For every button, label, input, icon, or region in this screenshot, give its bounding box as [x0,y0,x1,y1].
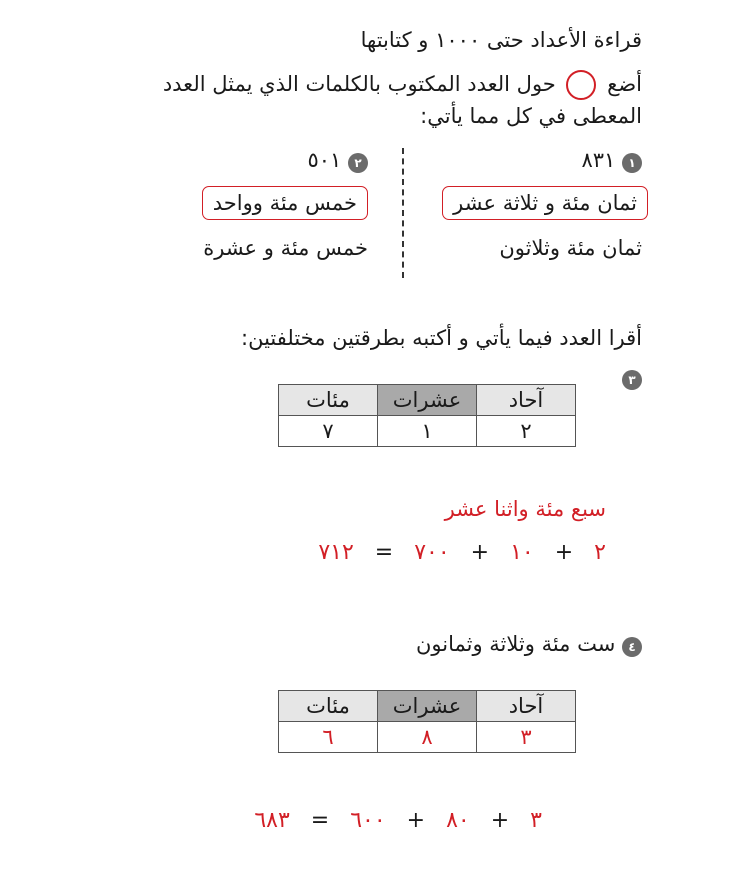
q4-header-ones: آحاد [477,691,576,722]
q4-header-tens: عشرات [378,691,477,722]
q4-words-row [416,632,642,657]
q4-header-hundreds: مئات [279,691,378,722]
instruction-line-1 [163,70,642,100]
q4-words: ست مئة وثلاثة وثمانون [415,632,616,656]
q4-place-value-table [278,690,576,753]
q3-plus-1: + [554,540,574,565]
q1-option-selected[interactable]: ثمان مئة و ثلاثة عشر [442,186,648,220]
q4-result: ٦٨٣ [254,808,290,833]
q3-plus-2: + [470,540,490,565]
q1-number-row [581,148,642,173]
q4-equals: = [310,808,330,833]
q4-term-ones: ٣ [530,808,542,833]
q4-equation [254,808,542,833]
q3-equation [318,540,606,565]
q4-plus-2: + [406,808,426,833]
q3-badge: ٣ [622,370,642,390]
q3-term-hundreds: ٧٠٠ [414,540,450,565]
dashed-divider [402,148,404,278]
q4-term-tens: ٨٠ [446,808,470,833]
q3-value-hundreds: ٧ [279,416,378,447]
q3-header-hundreds: مئات [279,385,378,416]
q3-term-tens: ١٠ [510,540,534,565]
q4-value-tens: ٨ [378,722,477,753]
q3-header-ones: آحاد [477,385,576,416]
q3-result: ٧١٢ [318,540,354,565]
q1-badge: ١ [622,153,642,173]
q2-number-row [307,148,368,173]
q4-value-ones: ٣ [477,722,576,753]
q2-number: ٥٠١ [307,148,342,172]
q4-value-hundreds: ٦ [279,722,378,753]
q3-words-answer: سبع مئة واثنا عشر [444,497,606,521]
q3-place-value-table [278,384,576,447]
q4-term-hundreds: ٦٠٠ [350,808,386,833]
q4-plus-1: + [490,808,510,833]
q1-option-other[interactable]: ثمان مئة وثلاثون [499,236,642,260]
section2-title: أقرا العدد فيما يأتي و أكتبه بطرقتين مختلفتين: [241,326,642,350]
q3-header-tens: عشرات [378,385,477,416]
instruction-line-2: المعطى في كل مما يأتي: [420,104,642,128]
q2-badge: ٢ [348,153,368,173]
q3-value-ones: ٢ [477,416,576,447]
q3-equals: = [374,540,394,565]
q1-number: ٨٣١ [581,148,616,172]
circle-icon [566,70,596,100]
q2-option-selected[interactable]: خمس مئة وواحد [202,186,368,220]
instruction-part-1: أضع [607,72,642,96]
instruction-part-2: حول العدد المكتوب بالكلمات الذي يمثل العدد [162,72,556,96]
q3-value-tens: ١ [378,416,477,447]
q3-term-ones: ٢ [594,540,606,565]
page-title: قراءة الأعداد حتى ١٠٠٠ و كتابتها [360,28,642,52]
q4-badge: ٤ [622,637,642,657]
q2-option-other[interactable]: خمس مئة و عشرة [203,236,368,260]
